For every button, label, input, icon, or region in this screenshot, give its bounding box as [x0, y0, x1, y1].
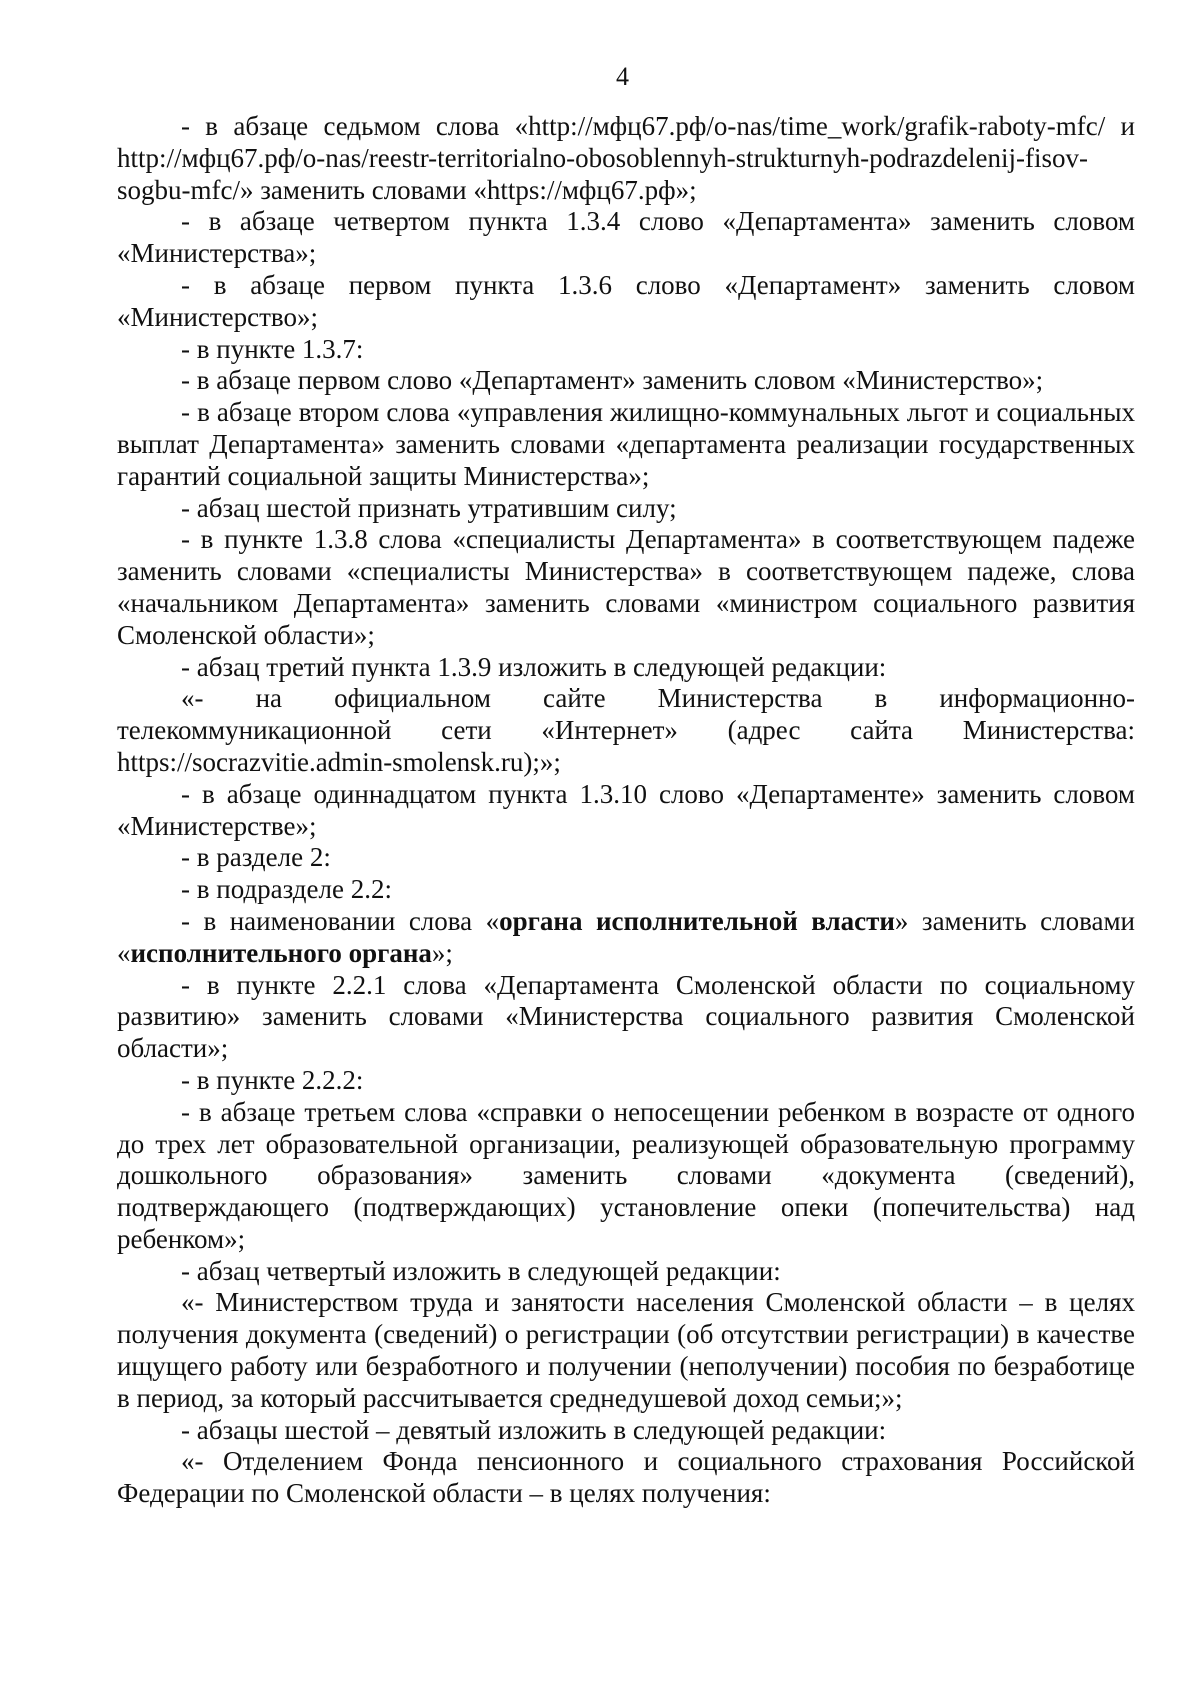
- paragraph: «- Министерством труда и занятости населения Смоленской области – в целях получения документа (сведений) о регистрации (об отсутствии регистрации) в качестве ищущего работу или безработного и получении (неполучении) пособия по безработице в период, за который рассчитывается среднедушевой доход семьи;»;: [117, 1287, 1135, 1413]
- text-run: - в наименовании слова «: [181, 905, 500, 936]
- paragraph: - абзац шестой признать утратившим силу;: [181, 492, 677, 523]
- paragraph: - в абзаце четвертом пункта 1.3.4 слово «Департамента» заменить словом «Министерства»;: [117, 206, 1135, 269]
- paragraph: - в абзаце втором слова «управления жилищно-коммунальных льгот и социальных выплат Департамента» заменить словами «департамента реализации государственных гарантий социальной защиты Министерства»;: [117, 397, 1135, 491]
- paragraph: - в пункте 2.2.2:: [181, 1064, 364, 1095]
- paragraph: «- на официальном сайте Министерства в информационно-телекоммуникационной сети «Интернет» (адрес сайта Министерства: https://socrazvitie.admin-smolensk.ru);»;: [117, 683, 1135, 777]
- paragraph: - в абзаце одиннадцатом пункта 1.3.10 слово «Департаменте» заменить словом «Министерстве»;: [117, 778, 1135, 841]
- paragraph: - абзац четвертый изложить в следующей редакции:: [181, 1255, 781, 1286]
- paragraph: - в абзаце третьем слова «справки о непосещении ребенком в возрасте от одного до трех лет образовательной организации, реализующей образовательную программу дошкольного образования» заменить словами «документа (сведений), подтверждающего (подтверждающих) установление опеки (попечительства) над ребенком»;: [117, 1096, 1135, 1254]
- paragraph: - в разделе 2:: [181, 842, 331, 873]
- paragraph: - в абзаце первом слово «Департамент» заменить словом «Министерство»;: [181, 365, 1044, 396]
- paragraph: - в пункте 1.3.7:: [181, 333, 364, 364]
- paragraph: - в пункте 2.2.1 слова «Департамента Смоленской области по социальному развитию» заменить словами «Министерства социального развития Смоленской области»;: [117, 969, 1135, 1064]
- text-run: »;: [431, 937, 453, 968]
- paragraph: «- Отделением Фонда пенсионного и социального страхования Российской Федерации по Смоленской области – в целях получения:: [117, 1446, 1135, 1509]
- page-number: 4: [616, 62, 629, 91]
- paragraph: - абзацы шестой – девятый изложить в следующей редакции:: [181, 1414, 887, 1445]
- paragraph: - в подразделе 2.2:: [181, 874, 392, 905]
- bold-phrase: органа исполнительной власти: [499, 905, 895, 936]
- document-body: [117, 111, 1135, 1510]
- paragraph: - в пункте 1.3.8 слова «специалисты Департамента» в соответствующем падеже заменить словами «специалисты Министерства» в соответствующем падеже, слова «начальником Департамента» заменить словами «министром социального развития Смоленской области»;: [117, 524, 1135, 650]
- paragraph: - в абзаце первом пункта 1.3.6 слово «Департамент» заменить словом «Министерство»;: [117, 269, 1135, 332]
- paragraph-with-bold: [117, 906, 1135, 970]
- paragraph: - в абзаце седьмом слова «http://мфц67.рф/o-nas/time_work/grafik-raboty-mfc/ и http://мфц67.рф/o-nas/reestr-territorialno-obosoblennyh-strukturnyh-podrazdelenij-fisov-sogbu-mfc/» заменить словами «https://мфц67.рф»;: [117, 111, 1135, 205]
- bold-phrase: исполнительного органа: [130, 937, 432, 968]
- text-run: » заменить словами «: [117, 905, 1135, 968]
- paragraph: - абзац третий пункта 1.3.9 изложить в следующей редакции:: [181, 651, 887, 682]
